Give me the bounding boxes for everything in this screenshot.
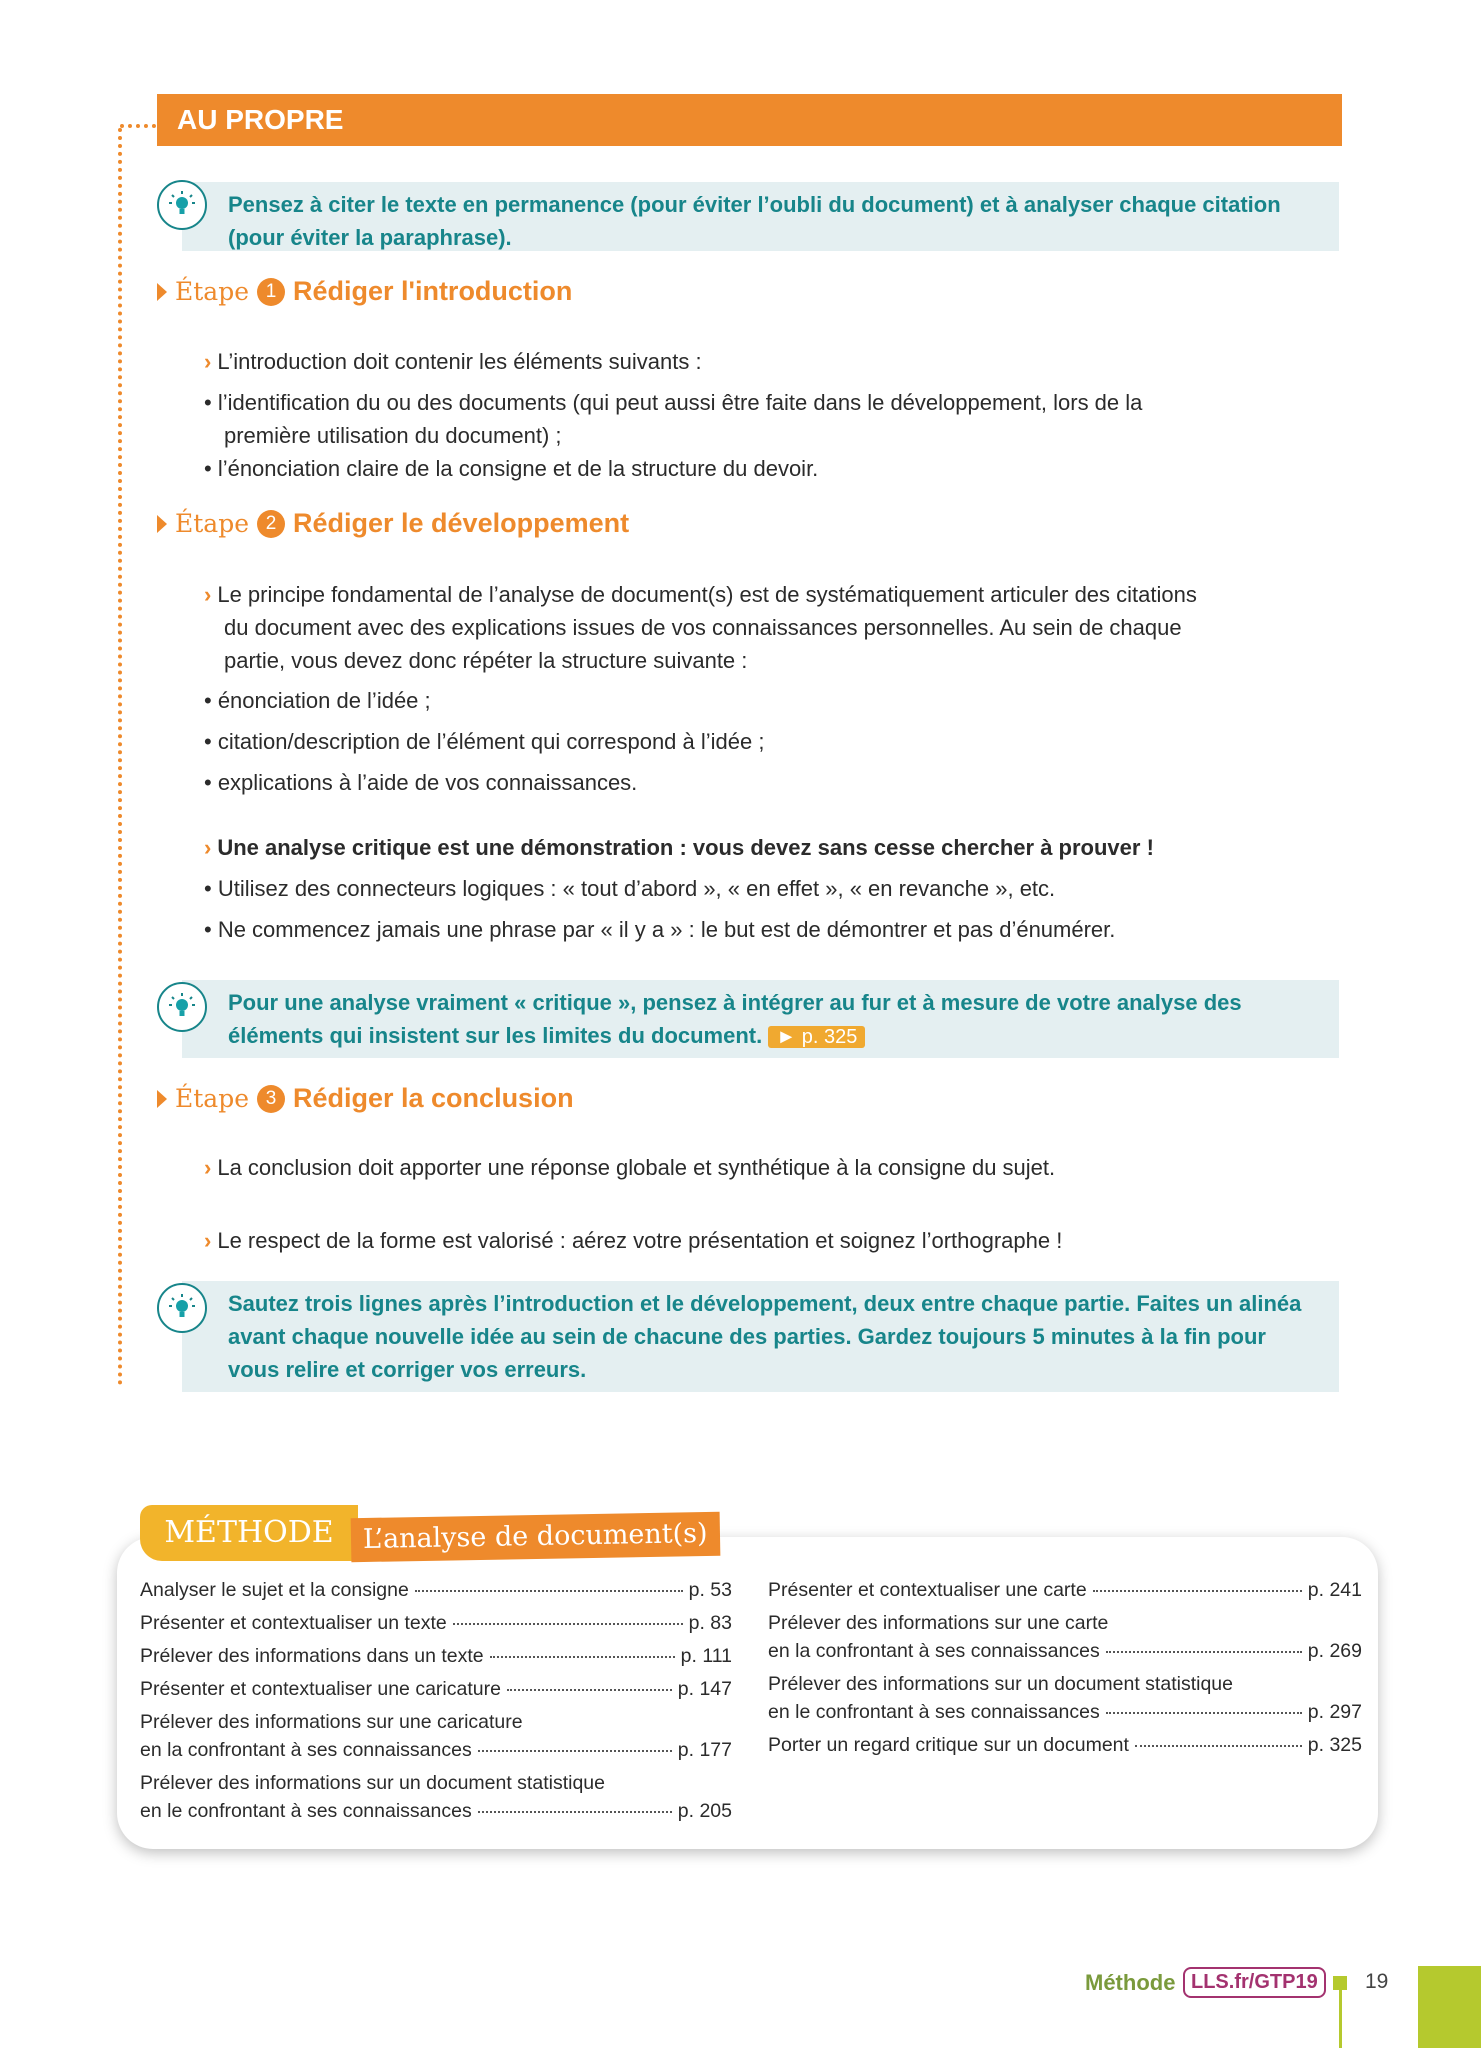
- dot-leader: [1093, 1590, 1302, 1592]
- label: Analyser le sujet et la consigne: [140, 1579, 409, 1601]
- page: p. 325: [1307, 1734, 1362, 1756]
- dot-leader: [453, 1623, 683, 1625]
- dot-leader: [490, 1656, 675, 1658]
- bullet: • l’identification du ou des documents (qui peut aussi être faite dans le développement, lors de la: [204, 390, 1143, 415]
- step-number: 2: [257, 510, 285, 538]
- methode-subtitle: L’analyse de document(s): [351, 1512, 720, 1562]
- page: p. 297: [1307, 1701, 1362, 1723]
- chevron-icon: ›: [204, 349, 212, 374]
- label: Prélever des informations sur une caricature: [140, 1711, 523, 1733]
- label: en le confrontant à ses connaissances: [768, 1701, 1100, 1723]
- label: en la confrontant à ses connaissances: [140, 1739, 472, 1761]
- methode-tab: MÉTHODE: [140, 1505, 358, 1561]
- step-1-heading: [157, 276, 572, 307]
- dot-leader: [478, 1750, 672, 1752]
- text: partie, vous devez donc répéter la structure suivante :: [224, 648, 748, 673]
- chevron-icon: ›: [204, 1228, 212, 1253]
- page: p. 205: [677, 1800, 732, 1822]
- method-link[interactable]: [768, 1731, 1362, 1759]
- label: Porter un regard critique sur un document: [768, 1734, 1129, 1756]
- key-point: [204, 831, 1334, 864]
- label: Présenter et contextualiser une carte: [768, 1579, 1087, 1601]
- dot-leader: [1135, 1745, 1302, 1747]
- corner-tab: [1418, 1966, 1481, 2048]
- page: p. 241: [1307, 1579, 1362, 1601]
- triangle-icon: [157, 1090, 167, 1108]
- method-link[interactable]: [140, 1675, 732, 1703]
- lightbulb-icon: [157, 180, 207, 230]
- tip-box: [182, 1281, 1339, 1392]
- method-link[interactable]: [140, 1576, 732, 1604]
- tip-text: Sautez trois lignes après l’introduction et le développement, deux entre chaque partie. Faites un alinéa avant chaque nouvelle idée au sein de chacune des parties. Gardez toujours 5 minutes à la fin pour vous relire et corriger vos erreurs.: [228, 1291, 1302, 1382]
- method-link[interactable]: [140, 1769, 732, 1825]
- tip-box: [182, 182, 1339, 251]
- step1-lead: [204, 345, 1334, 378]
- tip-text: Pensez à citer le texte en permanence (pour éviter l’oubli du document) et à analyser chaque citation (pour éviter la paraphrase).: [228, 192, 1281, 250]
- page: p. 53: [688, 1579, 732, 1601]
- step2-lead: [204, 578, 1334, 611]
- label: Prélever des informations dans un texte: [140, 1645, 484, 1667]
- text: du document avec des explications issues de vos connaissances personnelles. Au sein de chaque: [224, 615, 1182, 640]
- text: L’introduction doit contenir les éléments suivants :: [217, 349, 702, 374]
- step-word: Étape: [175, 509, 249, 538]
- dot-leader: [478, 1811, 672, 1813]
- method-link[interactable]: [768, 1576, 1362, 1604]
- page-number: 19: [1365, 1970, 1389, 1993]
- label: en la confrontant à ses connaissances: [768, 1640, 1100, 1662]
- methode-list-right: [768, 1576, 1362, 1759]
- dot-leader: [1106, 1712, 1302, 1714]
- chevron-icon: ›: [204, 582, 212, 607]
- footer-rule: [1339, 1988, 1342, 2048]
- triangle-icon: [157, 515, 167, 533]
- method-link[interactable]: [140, 1708, 732, 1764]
- dot-leader: [507, 1689, 672, 1691]
- page: p. 147: [677, 1678, 732, 1700]
- method-link[interactable]: [768, 1609, 1362, 1665]
- footer-link[interactable]: LLS.fr/GTP19: [1183, 1967, 1326, 1998]
- method-link[interactable]: [140, 1609, 732, 1637]
- bullet: • explications à l’aide de vos connaissances.: [204, 770, 638, 795]
- tip-text: Pour une analyse vraiment « critique », pensez à intégrer au fur et à mesure de votre analyse des éléments qui insistent sur les limites du document.: [228, 990, 1242, 1048]
- lightbulb-icon: [157, 1283, 207, 1333]
- bullet: • Utilisez des connecteurs logiques : « tout d’abord », « en effet », « en revanche », etc.: [204, 876, 1056, 901]
- text: La conclusion doit apporter une réponse globale et synthétique à la consigne du sujet.: [217, 1155, 1056, 1180]
- method-link[interactable]: [140, 1642, 732, 1670]
- label: Prélever des informations sur une carte: [768, 1612, 1109, 1634]
- step-title: Rédiger le développement: [293, 508, 630, 538]
- text: Une analyse critique est une démonstration : vous devez sans cesse chercher à prouver !: [217, 835, 1154, 860]
- section-header: AU PROPRE: [157, 94, 1342, 146]
- triangle-icon: [157, 283, 167, 301]
- page: p. 111: [680, 1645, 732, 1667]
- methode-list-left: [140, 1576, 732, 1825]
- step-title: Rédiger la conclusion: [293, 1083, 574, 1113]
- dot-leader: [1106, 1651, 1302, 1653]
- bullet: • citation/description de l’élément qui correspond à l’idée ;: [204, 729, 765, 754]
- step-number: 1: [257, 278, 285, 306]
- label: Prélever des informations sur un document statistique: [768, 1673, 1233, 1695]
- chevron-icon: ›: [204, 1155, 212, 1180]
- label: Présenter et contextualiser une caricature: [140, 1678, 501, 1700]
- tip-box: [182, 980, 1339, 1058]
- dotted-guide-top: [120, 124, 156, 128]
- step-number: 3: [257, 1085, 285, 1113]
- step3-line: [204, 1151, 1334, 1184]
- page-reference-link[interactable]: ► p. 325: [768, 1026, 865, 1048]
- page: p. 83: [688, 1612, 732, 1634]
- page: p. 269: [1307, 1640, 1362, 1662]
- dot-leader: [415, 1590, 683, 1592]
- dotted-guide: [118, 128, 122, 1386]
- bullet: • l’énonciation claire de la consigne et de la structure du devoir.: [204, 456, 819, 481]
- bullet-cont: première utilisation du document) ;: [224, 423, 562, 448]
- method-link[interactable]: [768, 1670, 1362, 1726]
- label: Présenter et contextualiser un texte: [140, 1612, 447, 1634]
- bullet: • Ne commencez jamais une phrase par « il y a » : le but est de démontrer et pas d’énumérer.: [204, 917, 1116, 942]
- bullet: • énonciation de l’idée ;: [204, 688, 431, 713]
- page: p. 177: [677, 1739, 732, 1761]
- chevron-icon: ›: [204, 835, 212, 860]
- step3-line: [204, 1224, 1334, 1257]
- step-3-heading: [157, 1083, 574, 1114]
- lightbulb-icon: [157, 982, 207, 1032]
- step-2-heading: [157, 508, 629, 539]
- step-word: Étape: [175, 277, 249, 306]
- step-word: Étape: [175, 1084, 249, 1113]
- text: Le principe fondamental de l’analyse de document(s) est de systématiquement articuler des citations: [217, 582, 1197, 607]
- footer-section: Méthode: [1085, 1970, 1176, 1995]
- label: Prélever des informations sur un document statistique: [140, 1772, 605, 1794]
- label: en le confrontant à ses connaissances: [140, 1800, 472, 1822]
- step-title: Rédiger l'introduction: [293, 276, 573, 306]
- text: Le respect de la forme est valorisé : aérez votre présentation et soignez l’orthographe !: [217, 1228, 1063, 1253]
